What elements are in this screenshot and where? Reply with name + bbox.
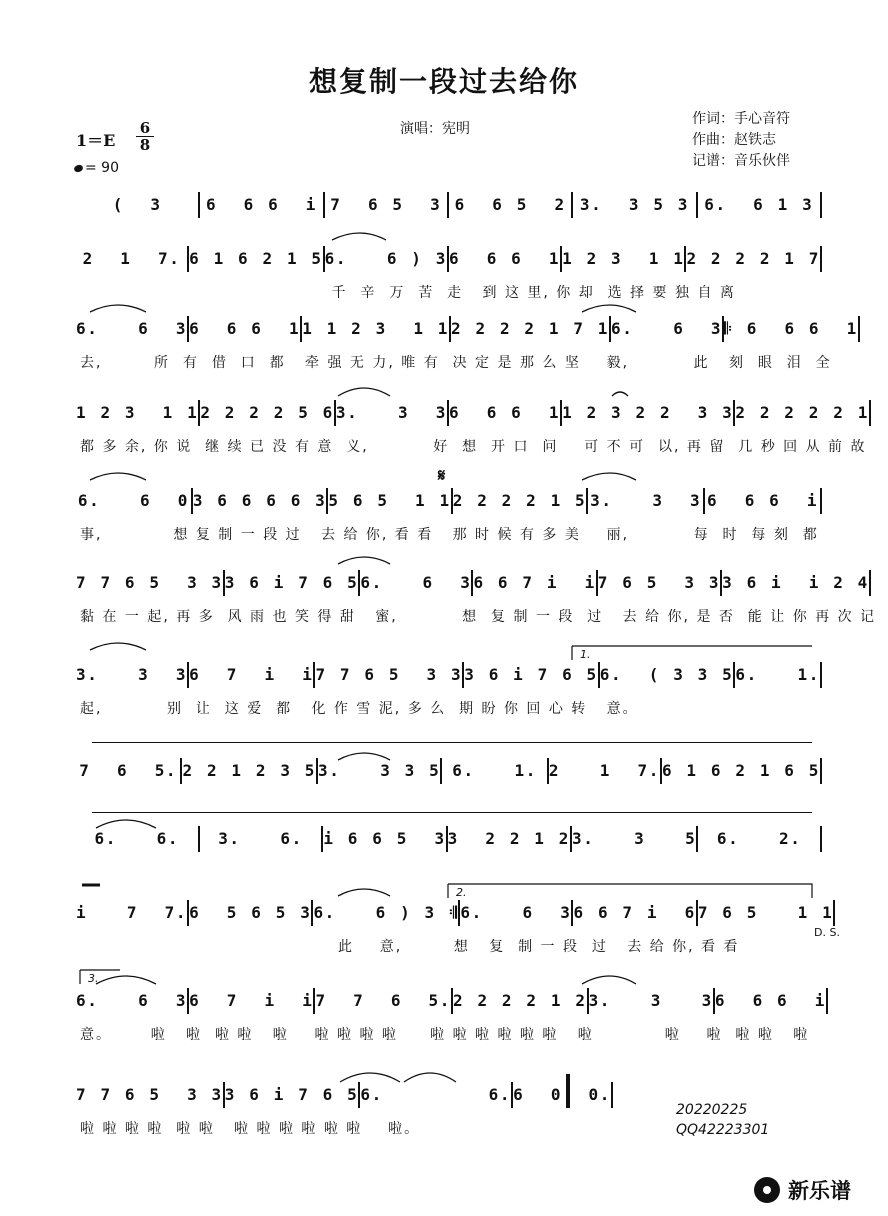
lyrics-line: 去, 所 有 借 口 都 牵 强 无 力, 唯 有 决 定 是 那 么 坚 毅, 此 刻 眼 泪 全 [80,355,832,371]
measure: 2 1 7. [82,249,181,268]
measure: 3 6 i 7 6 5 [223,1082,359,1108]
measure: 6 1 6 2 1 5 [187,246,323,272]
measure: 6. 1. [440,758,546,784]
measure: 6. 6 ) 3 𝄇 [311,900,458,926]
measure: 3. 3 5 [570,826,696,852]
measure: i 7 7. [76,903,188,922]
measure: 6 6 6 i [198,192,322,218]
lyrics-line: 啦 啦 啦 啦 啦 啦 啦 啦 啦 啦 啦 啦 啦。 [80,1121,421,1137]
measure: 6 6 7 i i [471,570,595,596]
lyrics-line: 千 辛 万 苦 走 到 这 里, 你 却 选 择 要 独 自 离 [80,285,736,301]
measure: 6. 6. [358,1082,511,1108]
singer-credit: 演唱：宪明 [400,121,470,137]
measure: 3. 3 3 [334,400,447,426]
measure: 7 7 6 5. [313,988,451,1014]
lyrics-line: 此 意, 想 复 制 一 段 过 去 给 你, 看 看 [80,939,740,955]
measure: 6 6 7 i 6 [571,900,695,926]
measure: 7 6 5 3 3 [596,570,720,596]
measure: 6 6 6 1 [447,246,560,272]
measure: 3 6 i 7 6 5 [462,662,598,688]
measure: 2 2 2 2 1 2 [451,988,587,1014]
measure: 6. 6 3 [76,991,188,1010]
time-signature-bottom: 8 [136,136,154,153]
measure: 5 6 5 1 1 [326,488,450,514]
measure: 3. 3 3 [76,665,188,684]
measure: 7 7 6 5 3 3 [76,1085,223,1104]
date-stamp [676,1100,769,1140]
measure: 1 2 3 1 1 [560,246,684,272]
measure: 2 2 2 2 1 5 [451,488,587,514]
measure: 6. 2. [696,826,822,852]
measure: 6. 6. [94,829,180,848]
measure: 7 7 6 5 3 3 [313,662,462,688]
measure: 6 7 i i [187,988,313,1014]
measure: 6 6 6 i [713,988,828,1014]
lyrics-line: 黏 在 一 起, 再 多 风 雨 也 笑 得 甜 蜜, 想 复 制 一 段 过 去 给 你, 是 否 能 让 你 再 次 记 [80,609,877,625]
measure: 6. 6 3 [458,900,571,926]
measure: 𝄆 6 6 6 1 [722,316,860,342]
site-logo [754,1175,851,1205]
measure: 6 7 i i [187,662,313,688]
measure: 6. ( 3 3 5 [598,662,734,688]
lyrics-line: 起, 别 让 这 爱 都 化 作 雪 泥, 多 么 期 盼 你 回 心 转 意。 [80,701,639,717]
measure: 6. 6 0 [77,491,189,510]
measure: 6. 6 3 [358,570,471,596]
measure: 3 6 i i 2 4 [720,570,871,596]
ds-marking: D. S. [814,926,840,939]
measure: i 6 6 5 3 [321,826,445,852]
song-title: 想复制一段过去给你 [308,65,579,98]
measure: 6 6 6 i [703,488,822,514]
measure: 2 2 2 2 5 6 [198,400,334,426]
composer-credit: 作曲：赵铁志 [692,132,776,148]
lyrics-line: 事, 想 复 制 一 段 过 去 给 你, 看 看 那 时 候 有 多 美 丽, 每 时 每 刻 都 [80,527,819,543]
date-text: 20220225 [676,1102,748,1118]
measure: 6. 1. [733,662,822,688]
measure: 3. 3 3 5 [316,758,440,784]
segno-sign: 𝄋 [438,466,446,486]
time-signature-top: 6 [139,119,151,137]
record-disc-icon [754,1177,780,1203]
measure: 3. 3 3 [587,988,713,1014]
measure: 3 6 i 7 6 5 [223,570,359,596]
measure: 3 2 2 1 2 [446,826,570,852]
measure: 1 2 3 2 2 3 3 [560,400,733,426]
measure: 6. 6 3 [76,319,188,338]
measure: 6. 6 3 [609,316,722,342]
measure: 1 1 2 3 1 1 [300,316,449,342]
measure: 6 1 6 2 1 6 5 [660,758,822,784]
measure: 7 7 6 5 3 3 [76,573,223,592]
measure: 3. 3 5 3 [571,192,695,218]
logo-text: 新乐谱 [788,1179,851,1203]
measure: 7 6 5 3 [323,192,447,218]
measure: 7 6 5 1 1 [696,900,836,926]
volta-2: 2. [456,886,467,899]
measure: 3 6 6 6 6 3 [191,488,327,514]
qq-text: QQ42223301 [676,1122,770,1138]
tempo-value: = 90 [85,160,119,176]
measure: 1 2 3 1 1 [76,403,199,422]
measure: 6 6 6 1 [187,316,300,342]
measure: 6 0 0. [511,1082,613,1108]
measure: 2 2 1 2 3 5 [180,758,316,784]
measure: 2 1 7. [547,758,660,784]
volta-3: 3. [88,972,99,985]
measure: 3. 3 3 [586,488,703,514]
measure: 6. 6 ) 3 [323,246,447,272]
measure: ( 3 [112,195,162,214]
measure: 3. 6. [198,826,322,852]
measure: 6. 6 1 3 [696,192,822,218]
measure: 2 2 2 2 1 7 1 [449,316,609,342]
lyricist-credit: 作词：手心音符 [692,111,790,127]
key-signature: 1＝E [76,131,116,150]
measure: 2 2 2 2 2 1 [733,400,871,426]
measure: 6 6 6 1 [447,400,560,426]
lyrics-line: 意。 啦 啦 啦 啦 啦 啦 啦 啦 啦 啦 啦 啦 啦 啦 啦 啦 啦 啦 啦 啦 啦 [80,1027,810,1043]
transcriber-credit: 记谱：音乐伙伴 [692,153,790,169]
volta-1: 1. [580,648,591,661]
measure: 2 2 2 2 1 7 [684,246,822,272]
measure: 6 6 5 2 [447,192,571,218]
measure: 6 5 6 5 3 [187,900,311,926]
measure: 7 6 5. [79,761,178,780]
lyrics-line: 都 多 余, 你 说 继 续 已 没 有 意 义, 好 想 开 口 问 可 不 可 以, 再 留 几 秒 回 从 前 故 [80,439,867,455]
